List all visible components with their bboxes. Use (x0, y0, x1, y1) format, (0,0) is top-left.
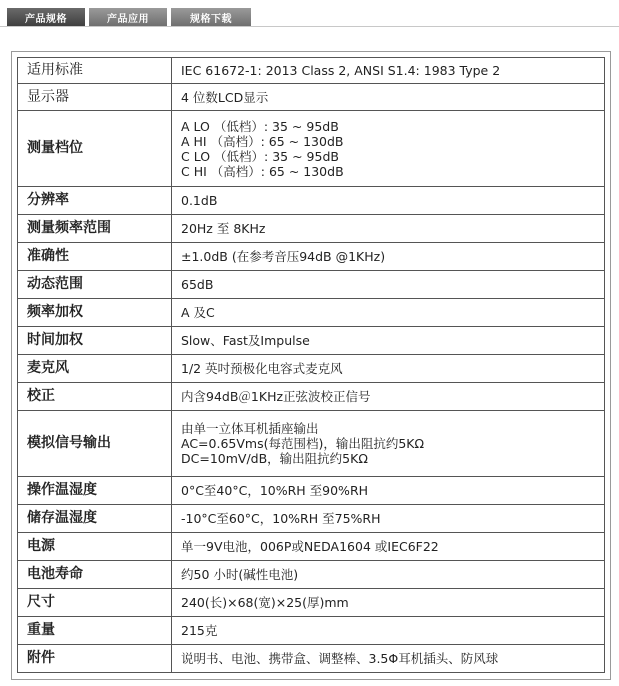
spec-value-line: IEC 61672-1: 2013 Class 2, ANSI S1.4: 1983 Type 2 (181, 63, 501, 78)
spec-value-line: 4 位数LCD显示 (181, 89, 269, 105)
spec-value (172, 477, 605, 505)
spec-value-line: 说明书、电池、携带盒、调整棒、3.5Φ耳机插头、防风球 (181, 651, 499, 666)
spec-value (172, 327, 605, 355)
tab-product-specs[interactable]: 产品规格 (7, 8, 85, 26)
spec-value-line: 20Hz 至 8KHz (181, 221, 266, 236)
table-row (18, 327, 605, 355)
spec-value-line: 约50 小时(碱性电池) (181, 567, 299, 582)
spec-value-line: ±1.0dB (在参考音压94dB @1KHz) (181, 249, 386, 264)
spec-value (172, 111, 605, 187)
spec-value (172, 383, 605, 411)
tab-bar (0, 0, 619, 30)
spec-label: 重量 (18, 617, 172, 645)
spec-label: 显示器 (18, 84, 172, 111)
spec-value-line: 0°C至40°C，10%RH 至90%RH (181, 483, 369, 498)
spec-value (172, 617, 605, 645)
table-row (18, 243, 605, 271)
spec-label: 校正 (18, 383, 172, 411)
table-row (18, 299, 605, 327)
spec-value-line: AC=0.65Vms(每范围档)，输出阻抗约5KΩ (181, 436, 425, 451)
table-row (18, 58, 605, 84)
table-row (18, 187, 605, 215)
spec-value (172, 589, 605, 617)
spec-value-line: 240(长)×68(宽)×25(厚)mm (181, 595, 349, 610)
spec-value (172, 271, 605, 299)
spec-value (172, 187, 605, 215)
table-row (18, 215, 605, 243)
spec-label: 电源 (18, 533, 172, 561)
spec-value (172, 645, 605, 673)
table-row (18, 383, 605, 411)
spec-value-line: 215克 (181, 623, 218, 638)
spec-label: 动态范围 (18, 271, 172, 299)
spec-table (17, 57, 605, 673)
table-row (18, 111, 605, 187)
table-row (18, 589, 605, 617)
spec-label: 分辨率 (18, 187, 172, 215)
spec-label: 适用标准 (18, 58, 172, 84)
spec-label: 模拟信号输出 (18, 411, 172, 477)
tab-spec-download[interactable]: 规格下载 (171, 8, 251, 26)
spec-value-line: A HI （高档）: 65 ~ 130dB (181, 133, 344, 149)
spec-value-line: C HI （高档）: 65 ~ 130dB (181, 163, 344, 179)
spec-value-line: 由单一立体耳机插座输出 (181, 421, 319, 436)
spec-value-line: 0.1dB (181, 193, 218, 208)
spec-label: 时间加权 (18, 327, 172, 355)
spec-value-line: 1/2 英吋预极化电容式麦克风 (181, 361, 343, 376)
spec-value (172, 411, 605, 477)
table-row (18, 533, 605, 561)
table-row (18, 617, 605, 645)
spec-label: 测量档位 (18, 111, 172, 187)
spec-value-line: A LO （低档）: 35 ~ 95dB (181, 118, 339, 134)
spec-value-line: 单一9V电池，006P或NEDA1604 或IEC6F22 (181, 539, 439, 554)
table-row (18, 505, 605, 533)
spec-value (172, 355, 605, 383)
tab-product-applications[interactable]: 产品应用 (89, 8, 167, 26)
spec-label: 附件 (18, 645, 172, 673)
tab-divider (0, 26, 619, 27)
spec-value-line: A 及C (181, 305, 215, 320)
spec-value (172, 561, 605, 589)
spec-value (172, 243, 605, 271)
table-row (18, 271, 605, 299)
spec-label: 储存温湿度 (18, 505, 172, 533)
spec-value-line: DC=10mV/dB，输出阻抗约5KΩ (181, 451, 368, 466)
spec-value (172, 299, 605, 327)
spec-label: 测量频率范围 (18, 215, 172, 243)
table-row (18, 645, 605, 673)
spec-label: 准确性 (18, 243, 172, 271)
spec-value-line: 65dB (181, 277, 214, 292)
spec-value (172, 215, 605, 243)
table-row (18, 355, 605, 383)
table-row (18, 84, 605, 111)
spec-value (172, 84, 605, 111)
table-row (18, 561, 605, 589)
spec-label: 频率加权 (18, 299, 172, 327)
spec-value (172, 505, 605, 533)
spec-value-line: Slow、Fast及Impulse (181, 333, 310, 348)
spec-label: 尺寸 (18, 589, 172, 617)
table-row (18, 477, 605, 505)
spec-value-line: C LO （低档）: 35 ~ 95dB (181, 148, 339, 164)
spec-value-line: -10°C至60°C，10%RH 至75%RH (181, 511, 381, 526)
spec-label: 麦克风 (18, 355, 172, 383)
spec-label: 电池寿命 (18, 561, 172, 589)
spec-value-line: 内含94dB＠1KHz正弦波校正信号 (181, 389, 371, 404)
spec-value (172, 58, 605, 84)
table-row (18, 411, 605, 477)
spec-value (172, 533, 605, 561)
spec-label: 操作温湿度 (18, 477, 172, 505)
